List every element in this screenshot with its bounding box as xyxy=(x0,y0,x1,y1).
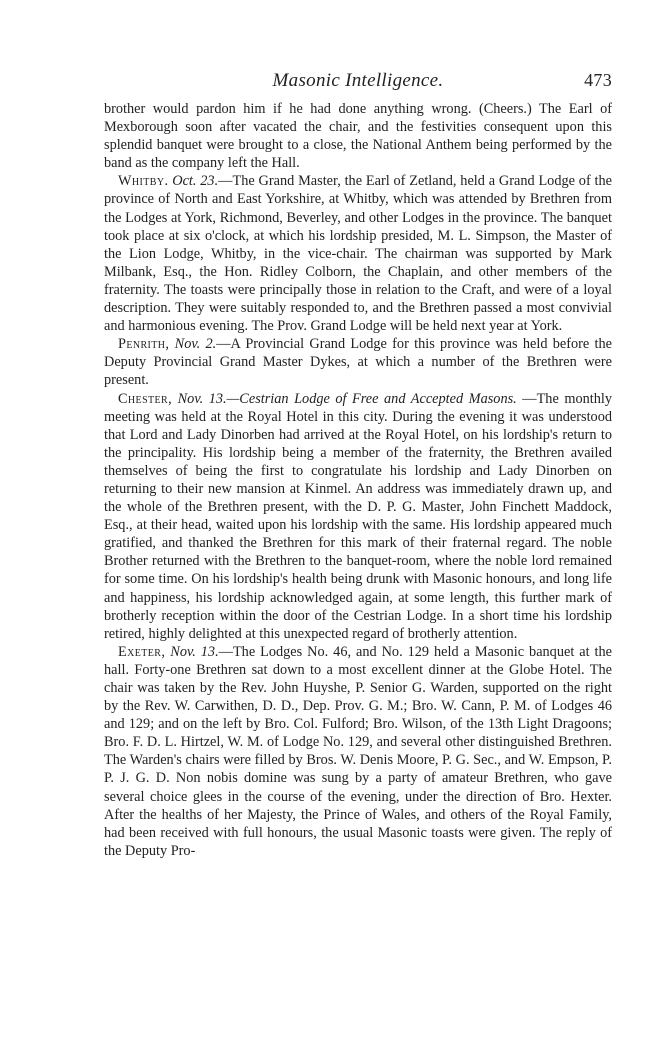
running-head xyxy=(104,70,612,100)
paragraph-continuation xyxy=(104,100,612,172)
page-number: 473 xyxy=(584,70,612,90)
paragraph-penrith xyxy=(104,335,612,389)
date: Nov. 2. xyxy=(174,336,217,353)
paragraph-exeter xyxy=(104,643,612,860)
place-name: Chester, xyxy=(118,390,173,407)
paragraph-text: —A Provincial Grand Lodge for this province was held before the Deputy Provincial Grand Master Dykes, at which a number of the Brethren were present. xyxy=(104,336,612,389)
paragraph-text: —The Grand Master, the Earl of Zetland, held a Grand Lodge of the province of North and East Yorkshire, at Whitby, which was attended by Brethren from the Lodges at York, Richmond, Beverley, and other Lodges in the province. The banquet took place at six o'clock, at which his lordship presided, M. L. Simpson, the Master of the Lion Lodge, Whitby, in the vice-chair. The chairman was supported by Mark Milbank, Esq., the Hon. Ridley Colborn, the Chaplain, and other members of the fraternity. The toasts were principally those in relation to the Craft, and were of a loyal description. They were suitably responded to, and the Brethren passed a most convivial and harmonious evening. The Prov. Grand Lodge will be held next year at York. xyxy=(104,173,612,335)
paragraph-text: —The monthly meeting was held at the Royal Hotel in this city. During the evening it was understood that Lord and Lady Dinorben had arrived at the Royal Hotel, on his lordship's return to the principality. His lordship being a member of the fraternity, the Brethren availed themselves of being the first to congratulate his lordship and Lady Dinorben on returning to their new mansion at Kinmel. An address was immediately drawn up, and the whole of the Brethren present, with the D. P. G. Master, John Finchett Maddock, Esq., at their head, waited upon his lordship with the same. His lordship appeared much gratified, and thanked the Brethren for this mark of their fraternal regard. The noble Brother returned with the Brethren to the banquet-room, where the noble lord remained for some time. On his lordship's health being drunk with Masonic honours, and long life and happiness, his lordship acknowledged again, at some length, this further mark of brotherly reception within the door of the Cestrian Lodge. In a short time his lordship retired, highly delighted at this unexpected regard of brotherly attention. xyxy=(104,390,612,642)
paragraph-whitby xyxy=(104,172,612,335)
running-title: Masonic Intelligence. xyxy=(272,70,444,91)
lodge-title: —Cestrian Lodge of Free and Accepted Masons. xyxy=(226,390,517,407)
paragraph-text: brother would pardon him if he had done anything wrong. (Cheers.) The Earl of Mexborough soon after vacated the chair, and the festivities consequent upon this splendid banquet were brought to a close, the National Anthem being performed by the band as the company left the Hall. xyxy=(104,101,612,172)
place-name: Exeter, xyxy=(118,643,166,660)
date: Oct. 23. xyxy=(172,173,219,190)
place-name: Penrith, xyxy=(118,336,170,353)
paragraph-text: —The Lodges No. 46, and No. 129 held a Masonic banquet at the hall. Forty-one Brethren sat down to a most excellent dinner at the Globe Hotel. The chair was taken by the Rev. John Huyshe, P. Senior G. Warden, supported on the right by the Rev. W. Carwithen, D. D., Dep. Prov. G. M.; Bro. W. Cann, P. M. of Lodges 46 and 129; and on the left by Bro. Col. Fulford; Bro. Wilson, of the 13th Light Dragoons; Bro. F. D. L. Hirtzel, W. M. of Lodge No. 129, and several other distinguished Brethren. The Warden's chairs were filled by Bros. W. Denis Moore, P. G. Sec., and W. Empson, P. P. J. G. D. Non nobis domine was sung by a party of amateur Brethren, who gave several choice glees in the course of the evening, under the direction of Bro. Hexter. After the healths of her Majesty, the Prince of Wales, and others of the Royal Family, had been received with full honours, the usual Masonic toasts were given. The reply of the Deputy Pro- xyxy=(104,643,612,859)
place-name: Whitby. xyxy=(118,173,169,190)
date: Nov. 13. xyxy=(170,643,219,660)
date: Nov. 13. xyxy=(177,390,227,407)
paragraph-chester xyxy=(104,390,612,643)
